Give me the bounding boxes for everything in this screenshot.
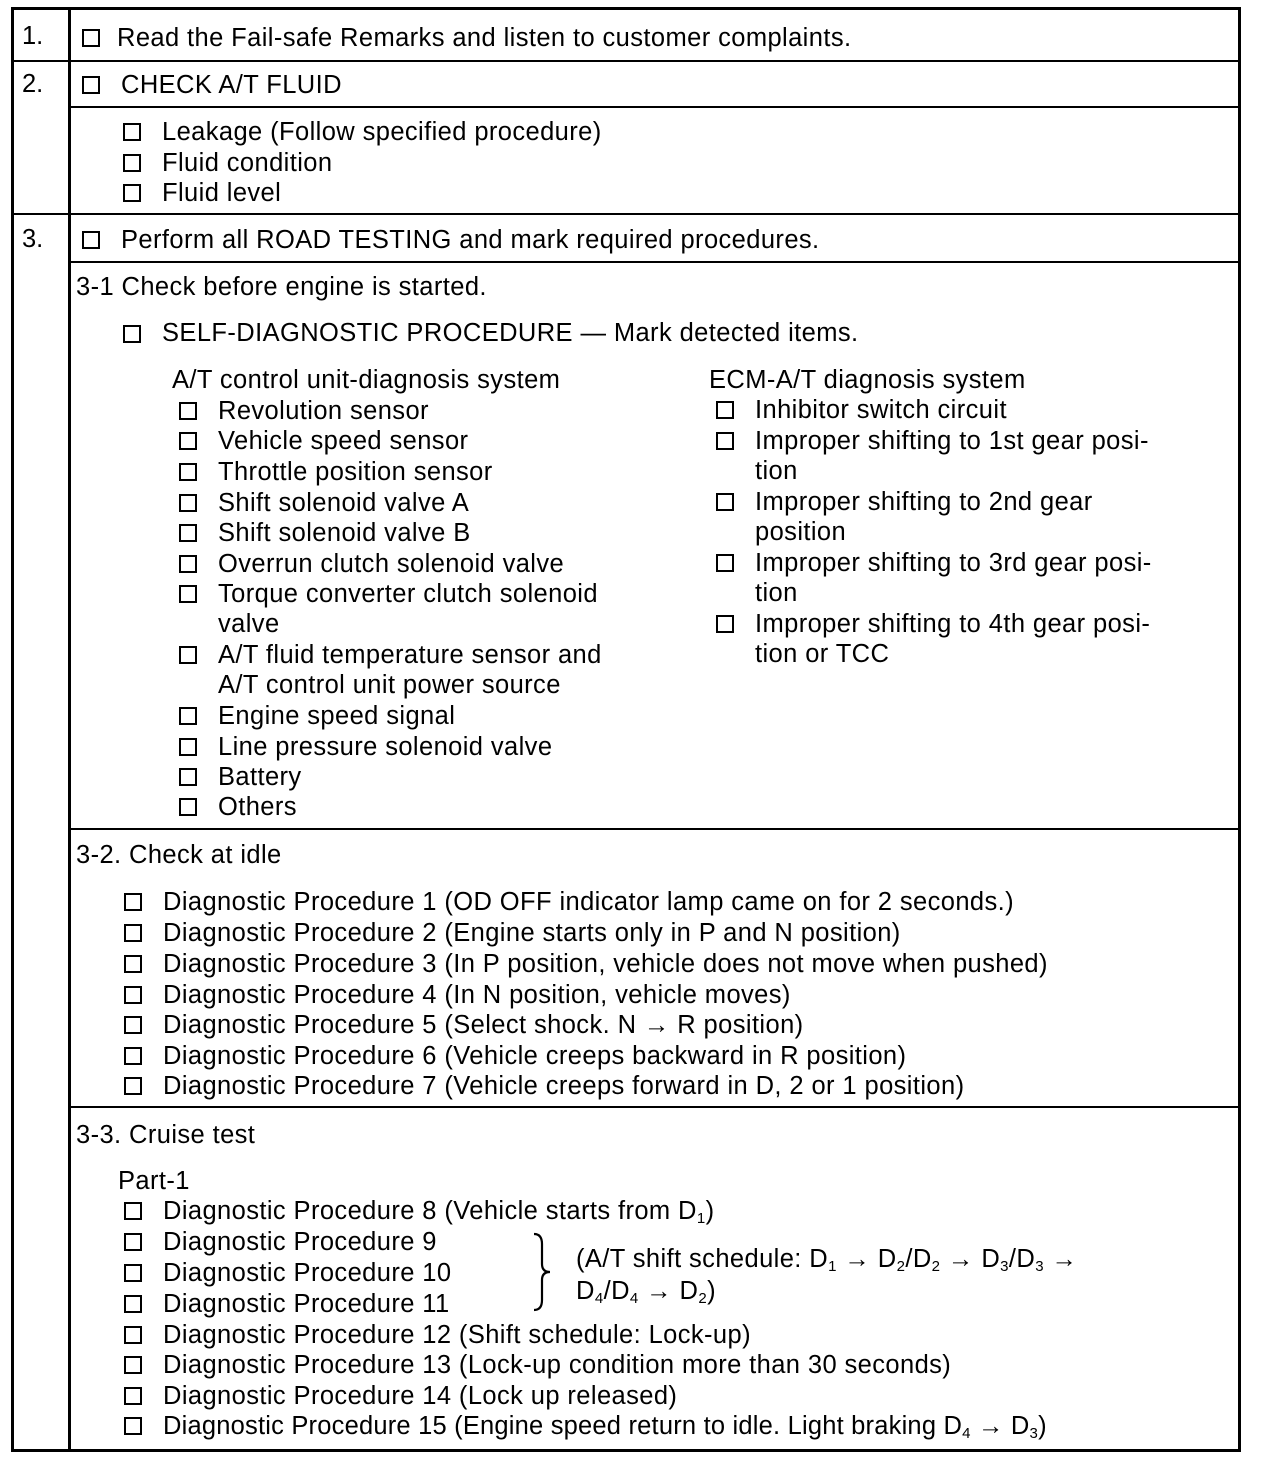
sched-arrow-2: → [947,1245,974,1273]
leakage-checkbox[interactable] [123,123,141,141]
others-label: Others [218,793,297,821]
sched-b: D [877,1245,897,1273]
torque-converter-label: Torque converter clutch solenoid [218,580,598,608]
step-2-title: CHECK A/T FLUID [121,71,342,99]
number-column-divider [68,7,71,1452]
sched-a: (A/T shift schedule: D [576,1245,829,1273]
throttle-sensor-label: Throttle position sensor [218,458,493,486]
dp1-label: Diagnostic Procedure 1 (OD OFF indicator lamp came on for 2 seconds.) [163,888,1015,916]
others-checkbox[interactable] [179,798,197,816]
dp11-checkbox[interactable] [124,1295,142,1313]
dp11-label: Diagnostic Procedure 11 [163,1290,450,1318]
step-3-title: Perform all ROAD TESTING and mark required procedures. [121,226,820,254]
dp15-sub-4: 4 [962,1425,971,1442]
line-pressure-checkbox[interactable] [179,738,197,756]
dp7-checkbox[interactable] [124,1077,142,1095]
section-3-2-heading: 3-2. Check at idle [76,841,282,869]
step-3-number: 3. [22,225,44,253]
line-pressure-label: Line pressure solenoid valve [218,733,553,761]
sched-j: ) [707,1277,716,1305]
dp3-label: Diagnostic Procedure 3 (In P position, vehicle does not move when pushed) [163,950,1048,978]
throttle-sensor-checkbox[interactable] [179,463,197,481]
dp5-label: Diagnostic Procedure 5 (Select shock. N → R position) [163,1011,804,1039]
inhibitor-switch-checkbox[interactable] [716,401,734,419]
sched-sub-2c: 2 [698,1290,708,1307]
step-1-number: 1. [22,22,44,50]
dp8-end: ) [705,1197,715,1225]
sched-sub-2b: 2 [931,1258,941,1275]
sched-i: → D [646,1277,699,1305]
step-2-number: 2. [22,70,44,98]
step-1-text: Read the Fail-safe Remarks and listen to customer complaints. [117,24,852,52]
fluid-temp-label-cont: A/T control unit power source [218,671,561,699]
shift-3rd-label-cont: tion [755,579,798,607]
sched-arrow-3: → [1051,1245,1078,1273]
dp10-label: Diagnostic Procedure 10 [163,1259,452,1287]
step-3-checkbox[interactable] [82,231,100,249]
torque-converter-checkbox[interactable] [179,585,197,603]
dp4-label: Diagnostic Procedure 4 (In N position, vehicle moves) [163,981,791,1009]
dp13-label: Diagnostic Procedure 13 (Lock-up condition more than 30 seconds) [163,1351,952,1379]
step-2-checkbox[interactable] [82,76,100,94]
dp15-checkbox[interactable] [124,1417,142,1435]
overrun-clutch-checkbox[interactable] [179,555,197,573]
dp8-label [163,1196,715,1227]
sched-e: /D [1008,1245,1036,1273]
fluid-condition-label: Fluid condition [162,149,333,177]
battery-label: Battery [218,763,302,791]
dp14-checkbox[interactable] [124,1387,142,1405]
overrun-clutch-label: Overrun clutch solenoid valve [218,550,565,578]
shift-valve-a-checkbox[interactable] [179,494,197,512]
step-1-checkbox[interactable] [82,29,100,47]
dp9-label: Diagnostic Procedure 9 [163,1228,437,1256]
revolution-sensor-checkbox[interactable] [179,402,197,420]
right-system-title: ECM-A/T diagnosis system [709,366,1026,394]
divider-1 [11,60,1241,62]
shift-schedule-line1 [576,1244,1077,1275]
divider-2a [68,106,1241,108]
dp5-checkbox[interactable] [124,1016,142,1034]
dp4-checkbox[interactable] [124,986,142,1004]
sched-g: D [576,1277,595,1305]
divider-3b [68,828,1241,830]
shift-valve-b-checkbox[interactable] [179,524,197,542]
fluid-level-checkbox[interactable] [123,184,141,202]
section-3-3-heading: 3-3. Cruise test [76,1121,256,1149]
dp3-checkbox[interactable] [124,955,142,973]
sched-sub-4: 4 [594,1290,604,1307]
engine-speed-signal-label: Engine speed signal [218,702,456,730]
sched-c: /D [905,1245,932,1273]
shift-4th-label-cont: tion or TCC [755,640,890,668]
shift-1st-label-cont: tion [755,457,798,485]
sched-sub-2: 2 [896,1258,906,1275]
dp6-label: Diagnostic Procedure 6 (Vehicle creeps backward in R position) [163,1042,907,1070]
vehicle-speed-sensor-checkbox[interactable] [179,432,197,450]
shift-4th-label: Improper shifting to 4th gear posi- [755,610,1151,638]
divider-2 [11,213,1241,215]
dp2-checkbox[interactable] [124,924,142,942]
shift-4th-checkbox[interactable] [716,615,734,633]
shift-3rd-checkbox[interactable] [716,554,734,572]
dp1-checkbox[interactable] [124,893,142,911]
sched-d: D [981,1245,1001,1273]
revolution-sensor-label: Revolution sensor [218,397,429,425]
fluid-temp-label: A/T fluid temperature sensor and [218,641,602,669]
sched-sub-3b: 3 [1035,1258,1044,1275]
dp15-sub-3: 3 [1029,1425,1039,1442]
dp15-end: ) [1038,1412,1047,1440]
dp15-text: Diagnostic Procedure 15 (Engine speed return to idle. Light braking D [163,1412,963,1440]
shift-1st-checkbox[interactable] [716,432,734,450]
self-diag-checkbox[interactable] [123,325,141,343]
torque-converter-label-cont: valve [218,610,280,638]
dp10-checkbox[interactable] [124,1264,142,1282]
shift-1st-label: Improper shifting to 1st gear posi- [755,427,1149,455]
dp8-sub: 1 [696,1210,706,1227]
left-system-title: A/T control unit-diagnosis system [172,366,561,394]
vehicle-speed-sensor-label: Vehicle speed sensor [218,427,469,455]
sched-sub-3: 3 [1000,1258,1009,1275]
section-3-1-heading: 3-1 Check before engine is started. [76,273,487,301]
dp14-label: Diagnostic Procedure 14 (Lock up released) [163,1382,678,1410]
shift-2nd-checkbox[interactable] [716,493,734,511]
fluid-level-label: Fluid level [162,179,282,207]
self-diag-label: SELF-DIAGNOSTIC PROCEDURE — Mark detected items. [162,319,859,347]
dp15-arrow: → D [970,1412,1030,1440]
dp13-checkbox[interactable] [124,1356,142,1374]
sched-arrow-1: → [844,1245,871,1273]
shift-2nd-label-cont: position [755,518,847,546]
shift-2nd-label: Improper shifting to 2nd gear [755,488,1093,516]
shift-valve-a-label: Shift solenoid valve A [218,489,470,517]
fluid-condition-checkbox[interactable] [123,154,141,172]
divider-3c [68,1106,1241,1108]
sched-sub-4b: 4 [629,1290,639,1307]
inhibitor-switch-label: Inhibitor switch circuit [755,396,1007,424]
sched-h: /D [603,1277,630,1305]
dp7-label: Diagnostic Procedure 7 (Vehicle creeps forward in D, 2 or 1 position) [163,1072,965,1100]
dp15-label [163,1411,1047,1442]
divider-3a [68,261,1241,263]
dp8-text: Diagnostic Procedure 8 (Vehicle starts from D [163,1197,697,1225]
shift-valve-b-label: Shift solenoid valve B [218,519,471,547]
dp9-checkbox[interactable] [124,1233,142,1251]
battery-checkbox[interactable] [179,768,197,786]
dp6-checkbox[interactable] [124,1047,142,1065]
shift-3rd-label: Improper shifting to 3rd gear posi- [755,549,1152,577]
engine-speed-signal-checkbox[interactable] [179,707,197,725]
brace-icon [530,1232,554,1312]
dp8-checkbox[interactable] [124,1202,142,1220]
dp12-label: Diagnostic Procedure 12 (Shift schedule: Lock-up) [163,1321,751,1349]
leakage-label: Leakage (Follow specified procedure) [162,118,602,146]
dp12-checkbox[interactable] [124,1326,142,1344]
dp2-label: Diagnostic Procedure 2 (Engine starts only in P and N position) [163,919,901,947]
fluid-temp-checkbox[interactable] [179,646,197,664]
part-1-label: Part-1 [118,1167,190,1195]
shift-schedule-line2 [576,1276,716,1307]
sched-sub-1: 1 [828,1258,837,1275]
